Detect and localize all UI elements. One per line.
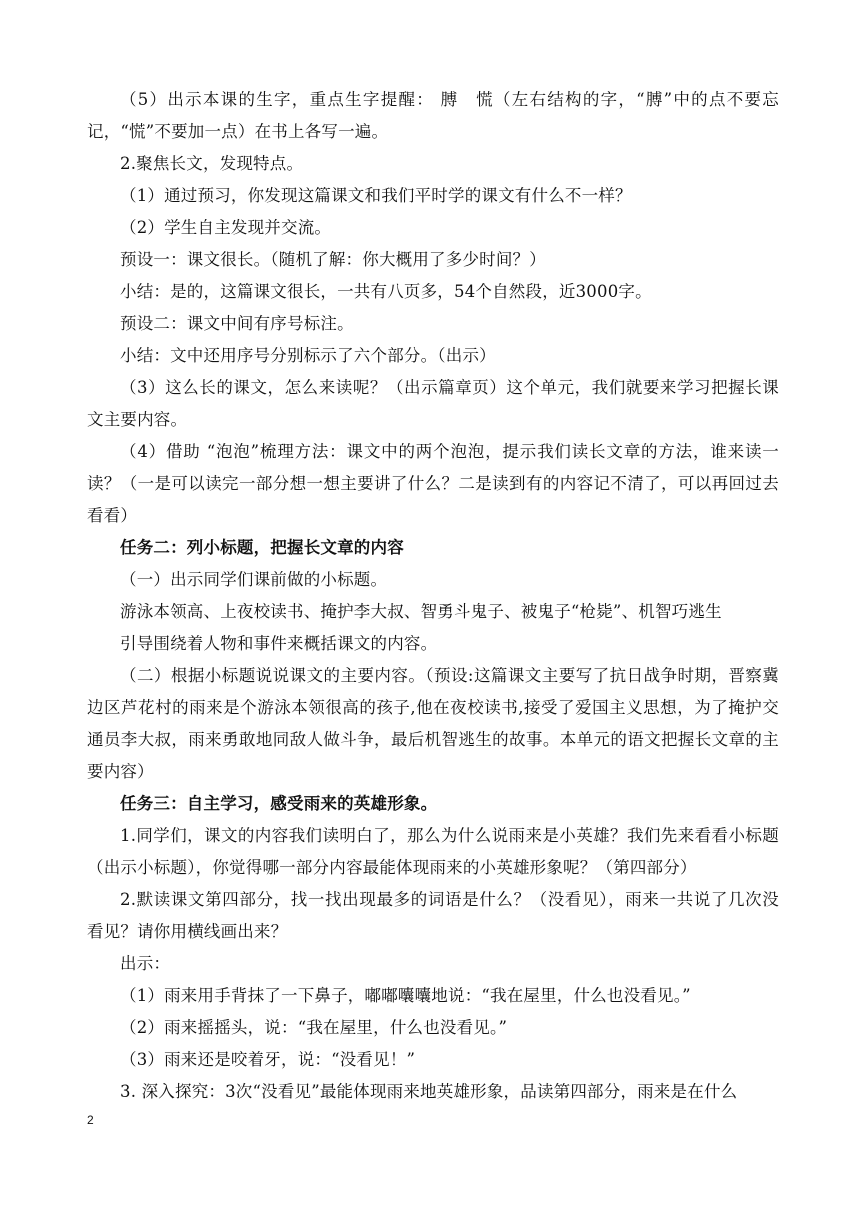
paragraph-preset-2: 预设二：课文中间有序号标注。 (120, 314, 354, 333)
paragraph-summary-1: 小结：是的，这篇课文很长，一共有八页多，54个自然段，近3000字。 (120, 282, 652, 301)
paragraph-task-3-item-2: 2.默读课文第四部分，找一找出现最多的词语是什么？（没看见），雨来一共说了几次没看见？请你用横线画出来？ (87, 890, 779, 941)
paragraph-question-4: （4）借助 “泡泡”梳理方法：课文中的两个泡泡，提示我们读长文章的方法，谁来读一读？（一是可以读完一部分想一想主要讲了什么？二是读到有的内容记不清了，可以再回过去看看） (87, 442, 779, 525)
paragraph-show-label: 出示： (120, 954, 171, 973)
paragraph-question-2: （2）学生自主发现并交流。 (120, 218, 332, 237)
paragraph-preset-1: 预设一：课文很长。（随机了解：你大概用了多少时间？） (120, 250, 546, 269)
page-number: 2 (87, 1113, 94, 1127)
heading-task-2: 任务二：列小标题，把握长文章的内容 (120, 538, 404, 557)
quote-3: （3）雨来还是咬着牙，说：“没看见！” (120, 1050, 416, 1069)
paragraph-question-3: （3）这么长的课文，怎么来读呢？（出示篇章页）这个单元，我们就要来学习把握长课文主要内容。 (87, 378, 779, 429)
paragraph-subtitles-list: 游泳本领高、上夜校读书、掩护李大叔、智勇斗鬼子、被鬼子“枪毙”、机智巧逃生 (120, 602, 722, 621)
paragraph-subtitles-intro: （一）出示同学们课前做的小标题。 (120, 570, 388, 589)
paragraph-task-3-item-3: 3. 深入探究：3次“没看见”最能体现雨来地英雄形象，品读第四部分，雨来是在什么 (120, 1082, 738, 1101)
paragraph-guidance: 引导围绕着人物和事件来概括课文的内容。 (120, 634, 438, 653)
paragraph-question-1: （1）通过预习，你发现这篇课文和我们平时学的课文有什么不一样？ (120, 186, 632, 205)
heading-task-3: 任务三：自主学习，感受雨来的英雄形象。 (120, 794, 438, 813)
document-body (87, 84, 779, 1108)
paragraph-new-characters: （5）出示本课的生字，重点生字提醒： 膊 慌（左右结构的字，“膊”中的点不要忘记，“慌”不要加一点）在书上各写一遍。 (87, 90, 779, 141)
paragraph-main-content: （二）根据小标题说说课文的主要内容。（预设:这篇课文主要写了抗日战争时期，晋察冀边区芦花村的雨来是个游泳本领很高的孩子,他在夜校读书,接受了爱国主义思想，为了掩护交通员李大叔，雨来勇敢地同敌人做斗争，最后机智逃生的故事。本单元的语文把握长文章的主要内容） (87, 666, 779, 781)
quote-2: （2）雨来摇摇头，说：“我在屋里，什么也没看见。” (120, 1018, 508, 1037)
paragraph-task-3-item-1: 1.同学们，课文的内容我们读明白了，那么为什么说雨来是小英雄？我们先来看看小标题（出示小标题），你觉得哪一部分内容最能体现雨来的小英雄形象呢？（第四部分） (87, 826, 779, 877)
paragraph-focus-long-text: 2.聚焦长文，发现特点。 (120, 154, 304, 173)
paragraph-summary-2: 小结：文中还用序号分别标示了六个部分。（出示） (120, 346, 496, 365)
quote-1: （1）雨来用手背抹了一下鼻子，嘟嘟囔囔地说：“我在屋里，什么也没看见。” (120, 986, 691, 1005)
